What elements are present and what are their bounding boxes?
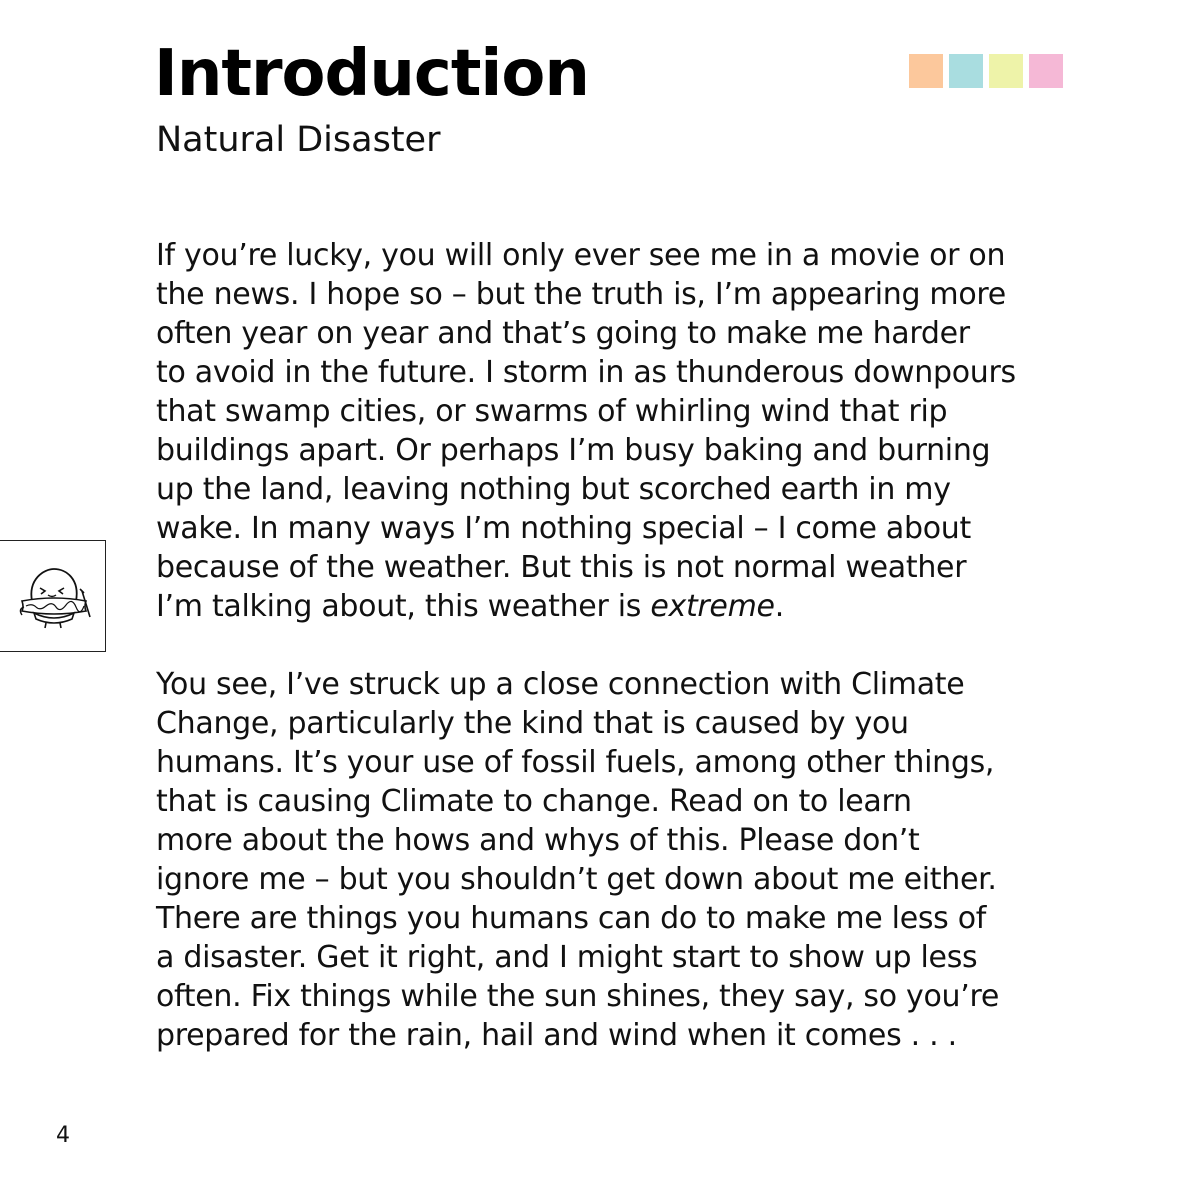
page-subtitle: Natural Disaster (156, 120, 441, 160)
text-line: that swamp cities, or swarms of whirling wind that rip (156, 394, 948, 429)
text-line: buildings apart. Or perhaps I’m busy baking and burning (156, 433, 991, 468)
text-line: You see, I’ve struck up a close connection with Climate (156, 667, 965, 702)
color-swatches (909, 54, 1069, 88)
text-line: to avoid in the future. I storm in as thunderous downpours (156, 355, 1016, 390)
character-thumbnail (0, 540, 106, 652)
emphasis-extreme: extreme (650, 589, 775, 624)
paragraph-1 (156, 236, 1086, 626)
text-line: Change, particularly the kind that is caused by you (156, 706, 909, 741)
text-line: that is causing Climate to change. Read on to learn (156, 784, 912, 819)
page-title: Introduction (154, 37, 589, 111)
page-number: 4 (56, 1123, 70, 1148)
text-line: up the land, leaving nothing but scorched earth in my (156, 472, 951, 507)
swatch-yellow (989, 54, 1023, 88)
text-line: often year on year and that’s going to make me harder (156, 316, 970, 351)
swatch-orange (909, 54, 943, 88)
text-segment: I’m talking about, this weather is (156, 589, 651, 624)
text-line: the news. I hope so – but the truth is, I’m appearing more (156, 277, 1006, 312)
swatch-teal (949, 54, 983, 88)
text-segment: . (774, 589, 784, 624)
swatch-pink (1029, 54, 1063, 88)
body-text (156, 236, 1086, 1055)
paragraph-gap (156, 626, 1086, 665)
text-line: more about the hows and whys of this. Please don’t (156, 823, 920, 858)
text-line: wake. In many ways I’m nothing special – I come about (156, 511, 971, 546)
text-line: ignore me – but you shouldn’t get down about me either. (156, 862, 997, 897)
text-line: because of the weather. But this is not normal weather (156, 550, 967, 585)
text-line: There are things you humans can do to make me less of (156, 901, 987, 936)
text-line: humans. It’s your use of fossil fuels, among other things, (156, 745, 995, 780)
text-line-last (156, 587, 1086, 626)
text-line: prepared for the rain, hail and wind when it comes . . . (156, 1018, 957, 1053)
text-line: If you’re lucky, you will only ever see me in a movie or on (156, 238, 1006, 273)
natural-disaster-character-icon (14, 561, 94, 633)
text-line: often. Fix things while the sun shines, they say, so you’re (156, 979, 1000, 1014)
paragraph-2 (156, 665, 1086, 1055)
text-line: a disaster. Get it right, and I might start to show up less (156, 940, 978, 975)
